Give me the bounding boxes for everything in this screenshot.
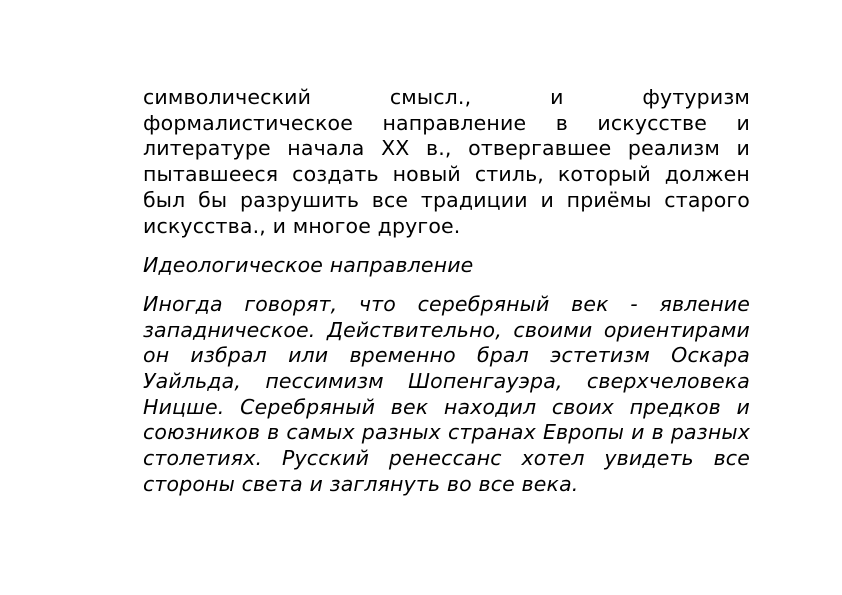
text-block [143,85,750,498]
paragraph-silver-age: Иногда говорят, что серебряный век - явление западническое. Действительно, своими ориентирами он избрал или временно брал эстетизм Оскара Уайльда, пессимизм Шопенгауэра, сверхчеловека Ницше. Серебряный век находил своих предков и союзников в самых разных странах Европы и в разных столетиях. Русский ренессанс хотел увидеть все стороны света и заглянуть во все века. [143,291,750,496]
paragraph-symbolism-futurism: символический смысл., и футуризм формалистическое направление в искусстве и литературе начала XX в., отвергавшее реализм и пытавшееся создать новый стиль, который должен был бы разрушить все традиции и приёмы старого искусства., и многое другое. [143,85,750,238]
section-heading: Идеологическое направление [143,253,474,278]
